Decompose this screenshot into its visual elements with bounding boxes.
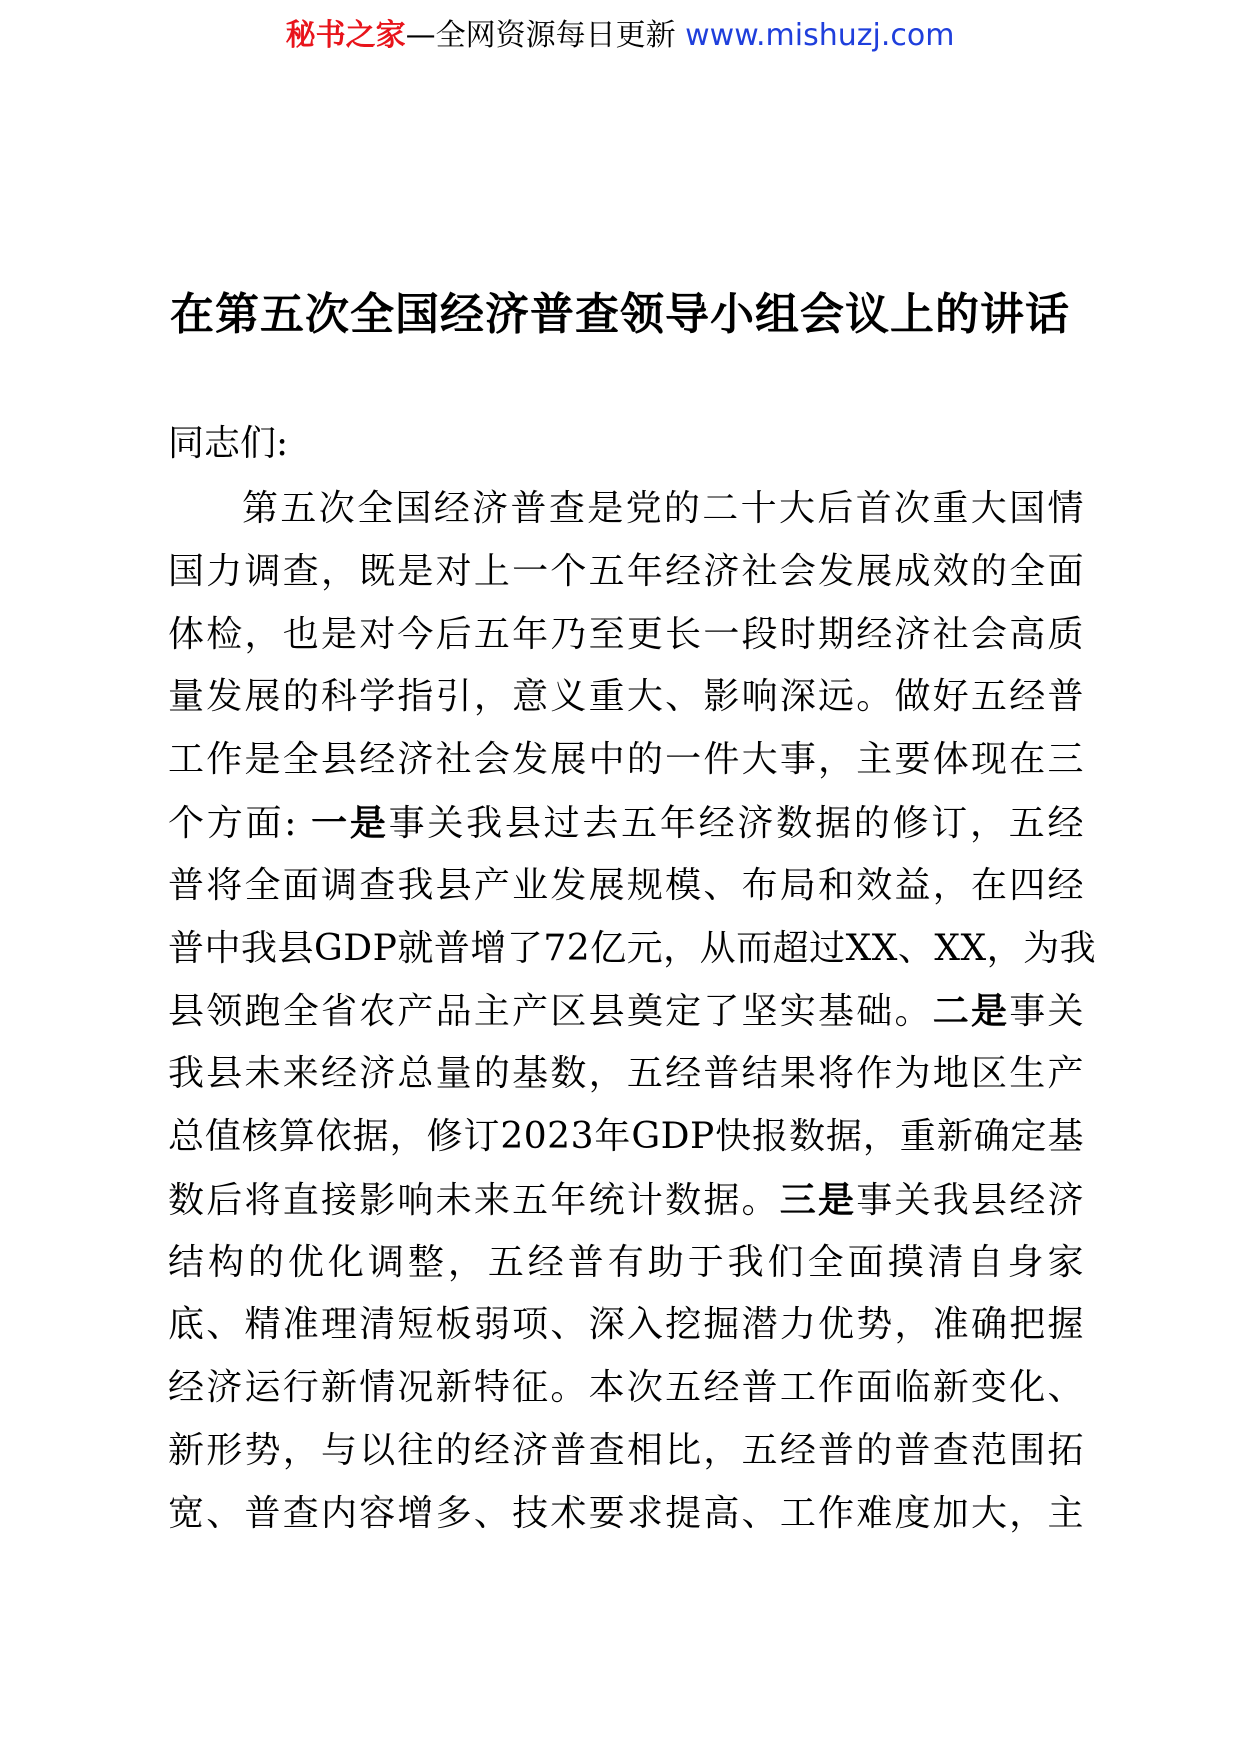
site-url-link[interactable]: www.mishuzj.com [685,18,955,53]
paragraph-line: 总值核算依据，修订2023年GDP快报数据，重新确定基 [168,1115,1084,1157]
paragraph-line: 国力调查，既是对上一个五年经济社会发展成效的全面 [168,550,1084,592]
salutation: 同志们: [168,423,289,464]
paragraph-line: 普中我县GDP就普增了72亿元，从而超过XX、XX，为我 [168,927,1097,969]
paragraph-line: 体检，也是对今后五年乃至更长一段时期经济社会高质 [168,613,1084,655]
paragraph-line: 县领跑全省农产品主产区县奠定了坚实基础。二是事关 [168,990,1084,1033]
body-paragraph [168,478,1097,1546]
site-brand: 秘书之家 [285,18,406,53]
paragraph-line: 宽、普查内容增多、技术要求提高、工作难度加大，主 [168,1492,1084,1534]
paragraph-line: 我县未来经济总量的基数，五经普结果将作为地区生产 [168,1053,1084,1095]
point-two-label: 二是 [932,990,1010,1033]
document-title: 在第五次全国经济普查领导小组会议上的讲话 [170,289,1070,340]
paragraph-line: 量发展的科学指引，意义重大、影响深远。做好五经普 [168,676,1084,718]
site-tagline: —全网资源每日更新 [405,18,676,53]
paragraph-line: 数后将直接影响未来五年统计数据。三是事关我县经济 [168,1178,1084,1221]
point-one-label: 一是 [311,801,389,844]
paragraph-line: 新形势，与以往的经济普查相比，五经普的普查范围拓 [168,1429,1084,1471]
paragraph-line: 结构的优化调整，五经普有助于我们全面摸清自身家 [168,1241,1084,1283]
paragraph-line: 经济运行新情况新特征。本次五经普工作面临新变化、 [168,1367,1084,1409]
paragraph-line: 工作是全县经济社会发展中的一件大事，主要体现在三 [168,739,1084,781]
paragraph-line: 底、精准理清短板弱项、深入挖掘潜力优势，准确把握 [168,1304,1084,1346]
paragraph-line: 普将全面调查我县产业发展规模、布局和效益，在四经 [168,864,1084,906]
paragraph-line: 个方面: 一是事关我县过去五年经济数据的修订，五经 [168,801,1084,844]
paragraph-line: 第五次全国经济普查是党的二十大后首次重大国情 [242,488,1084,529]
point-three-label: 三是 [779,1178,857,1221]
site-header [0,14,1240,58]
